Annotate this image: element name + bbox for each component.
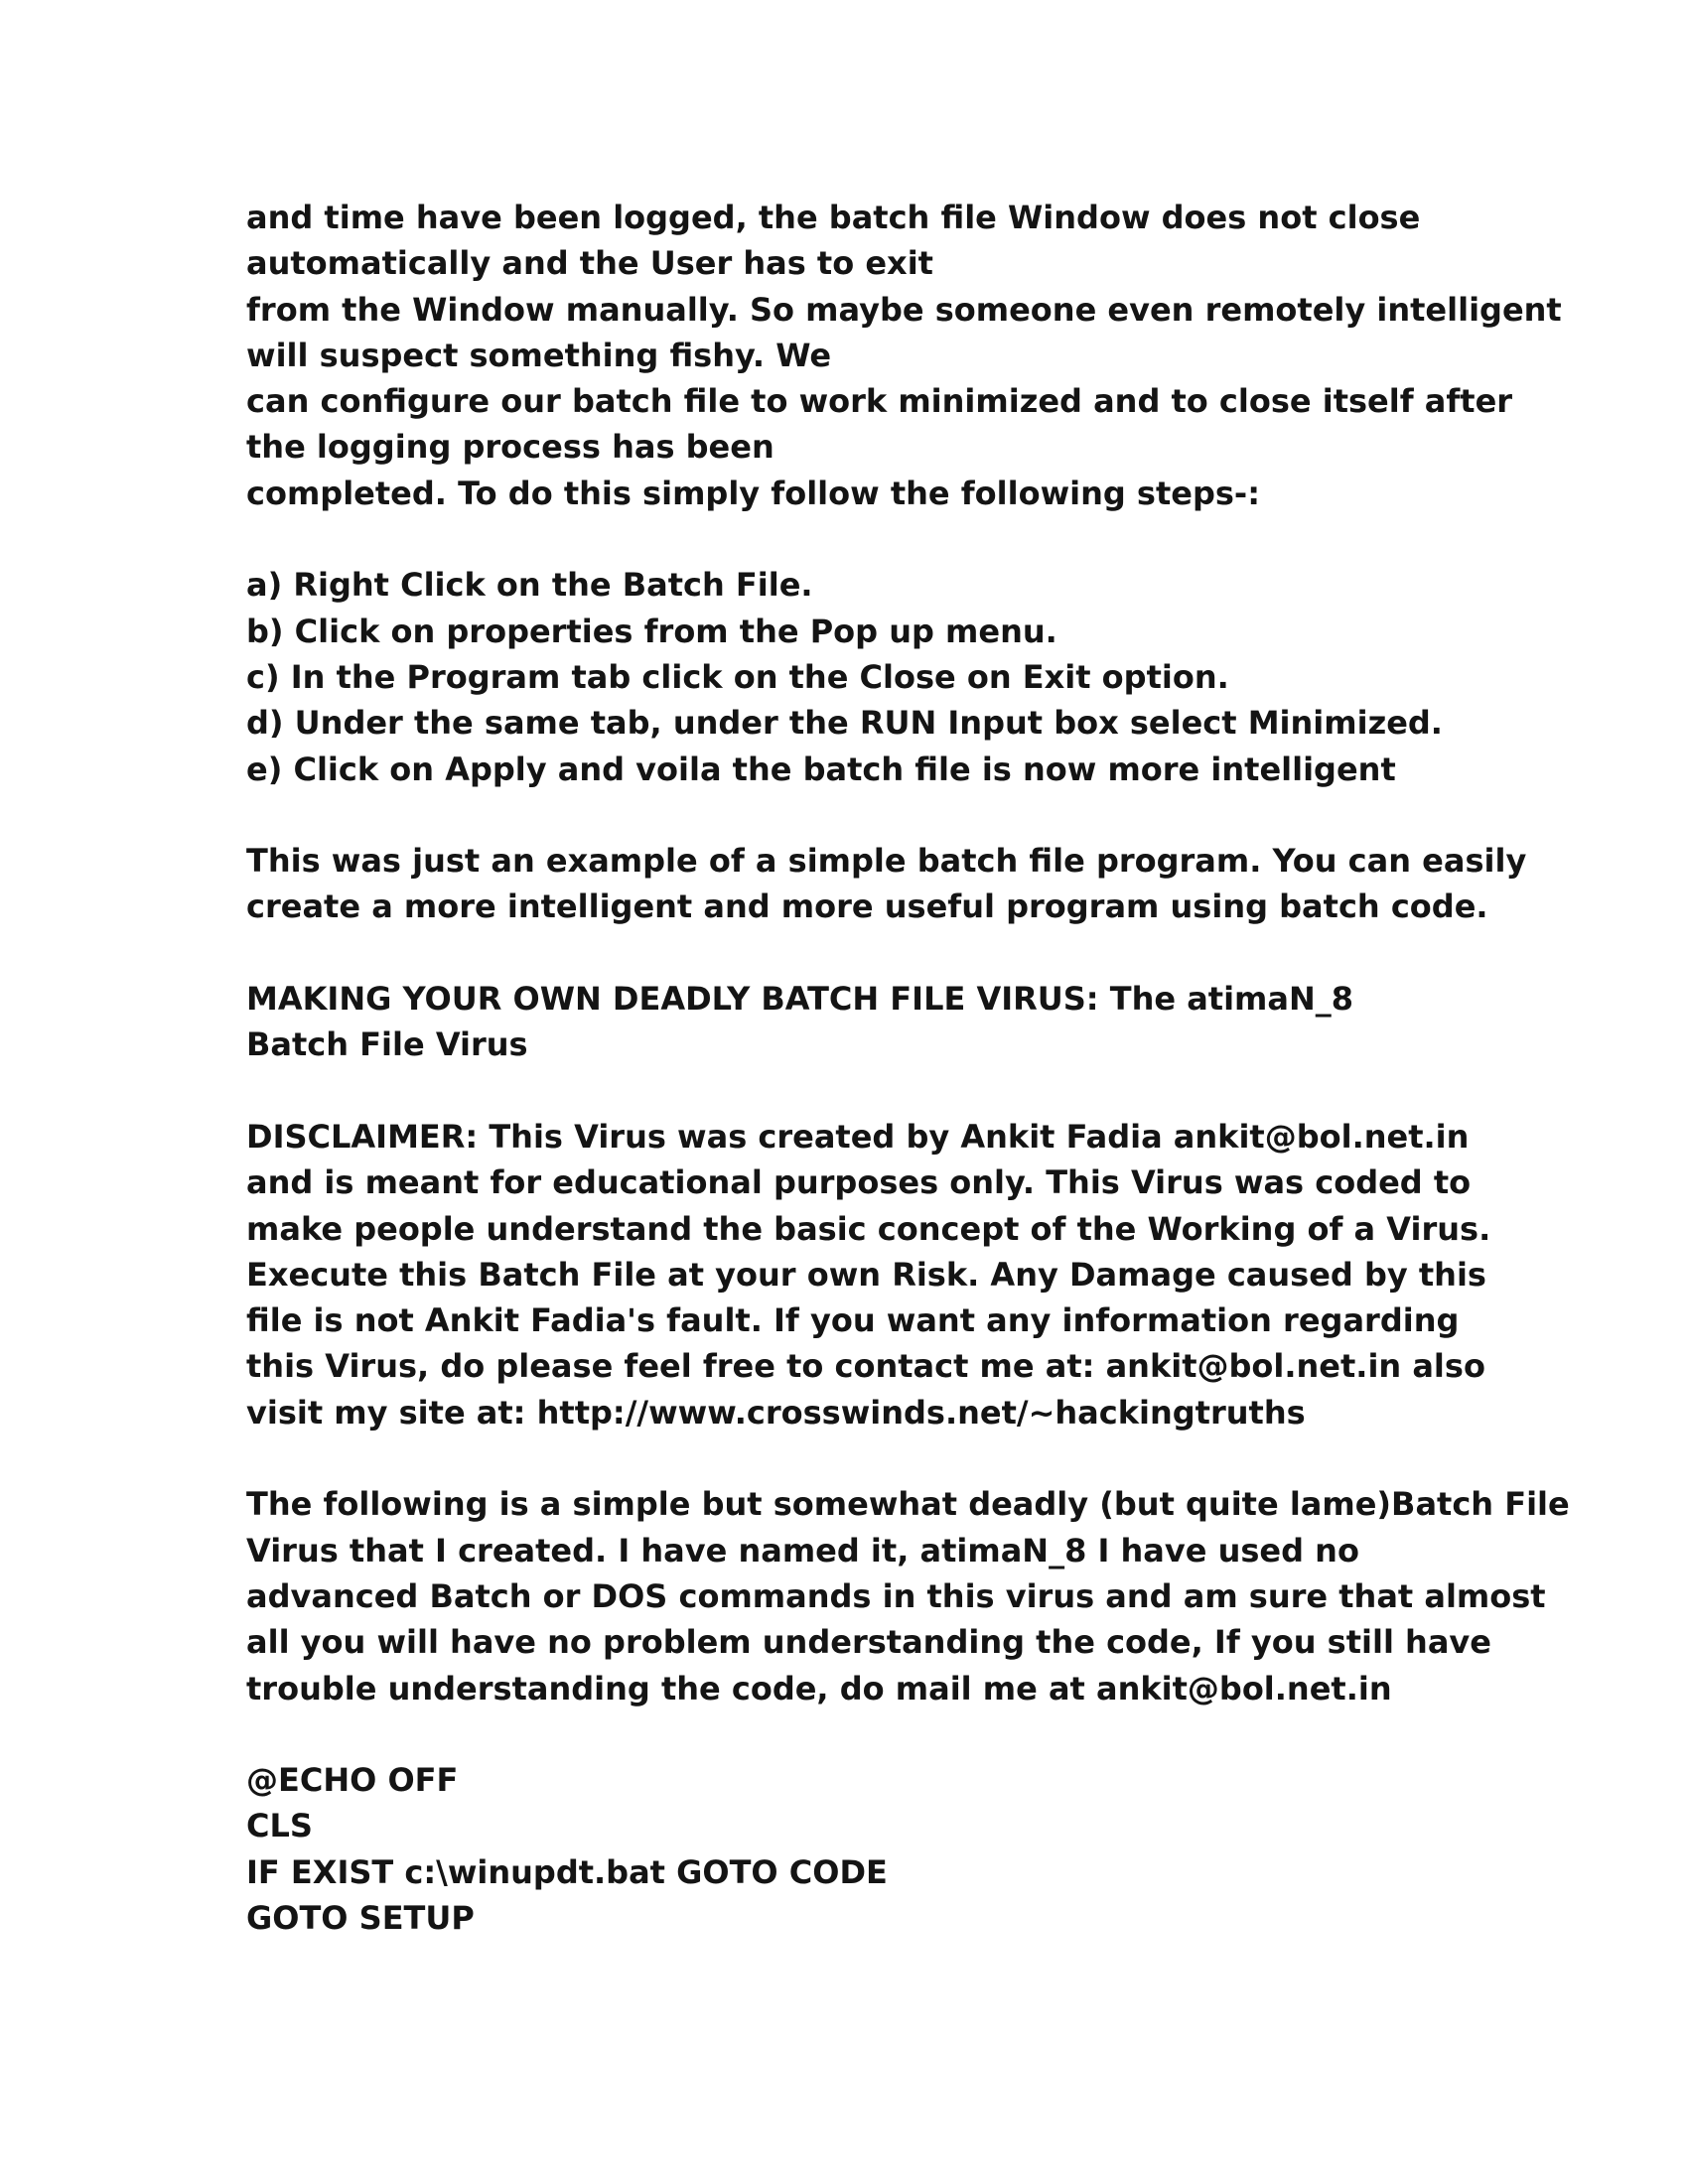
code-line: @ECHO OFF [246,1761,459,1800]
paragraph-gap [246,1711,1458,1757]
text-line: file is not Ankit Fadia's fault. If you want any information regarding [246,1301,1460,1340]
text-line: the logging process has been [246,428,774,467]
document-page [246,195,1570,1941]
text-line: visit my site at: http://www.crosswinds.net/~hackingtruths [246,1393,1306,1432]
code-line: CLS [246,1807,313,1845]
paragraph-gap [246,930,1458,976]
intro-paragraph [246,195,1562,516]
text-line: all you will have no problem understanding the code, If you still have [246,1623,1491,1662]
text-line: This was just an example of a simple batch file program. You can easily [246,842,1527,881]
text-line: can configure our batch file to work minimized and to close itself after [246,382,1513,421]
paragraph-gap [246,1068,1458,1114]
heading-line: MAKING YOUR OWN DEADLY BATCH FILE VIRUS: The atimaN_8 [246,980,1354,1019]
steps-list [246,562,1458,791]
text-line: Virus that I created. I have named it, atimaN_8 I have used no [246,1531,1359,1570]
section-heading [246,976,1458,1068]
text-line: Execute this Batch File at your own Risk. Any Damage caused by this [246,1255,1486,1294]
text-line: automatically and the User has to exit [246,244,933,283]
code-block [246,1757,1458,1941]
text-line: create a more intelligent and more useful program using batch code. [246,887,1488,926]
text-line: DISCLAIMER: This Virus was created by Ankit Fadia ankit@bol.net.in [246,1117,1470,1156]
step-item: c) In the Program tab click on the Close on Exit option. [246,657,1229,696]
step-item: b) Click on properties from the Pop up menu. [246,612,1057,650]
step-item: a) Right Click on the Batch File. [246,566,813,605]
paragraph-gap [246,792,1458,838]
step-item: e) Click on Apply and voila the batch file is now more intelligent [246,750,1396,788]
step-item: d) Under the same tab, under the RUN Input box select Minimized. [246,704,1443,743]
text-line: advanced Batch or DOS commands in this virus and am sure that almost [246,1576,1546,1615]
text-line: from the Window manually. So maybe someone even remotely intelligent [246,290,1562,329]
text-line: completed. To do this simply follow the following steps-: [246,474,1260,512]
heading-line: Batch File Virus [246,1025,528,1064]
disclaimer-paragraph [246,1114,1491,1435]
text-line: make people understand the basic concept of the Working of a Virus. [246,1209,1491,1248]
example-paragraph [246,838,1527,930]
text-line: trouble understanding the code, do mail me at ankit@bol.net.in [246,1669,1392,1707]
text-line: this Virus, do please feel free to contact me at: ankit@bol.net.in also [246,1347,1485,1386]
paragraph-gap [246,1435,1458,1481]
text-line: will suspect something fishy. We [246,336,832,374]
description-paragraph [246,1481,1570,1710]
text-line: and time have been logged, the batch file Window does not close [246,199,1421,236]
code-line: IF EXIST c:\winupdt.bat GOTO CODE [246,1852,888,1891]
text-line: and is meant for educational purposes only. This Virus was coded to [246,1163,1472,1202]
text-line: The following is a simple but somewhat deadly (but quite lame)Batch File [246,1485,1570,1524]
code-line: GOTO SETUP [246,1898,475,1937]
paragraph-gap [246,516,1458,562]
